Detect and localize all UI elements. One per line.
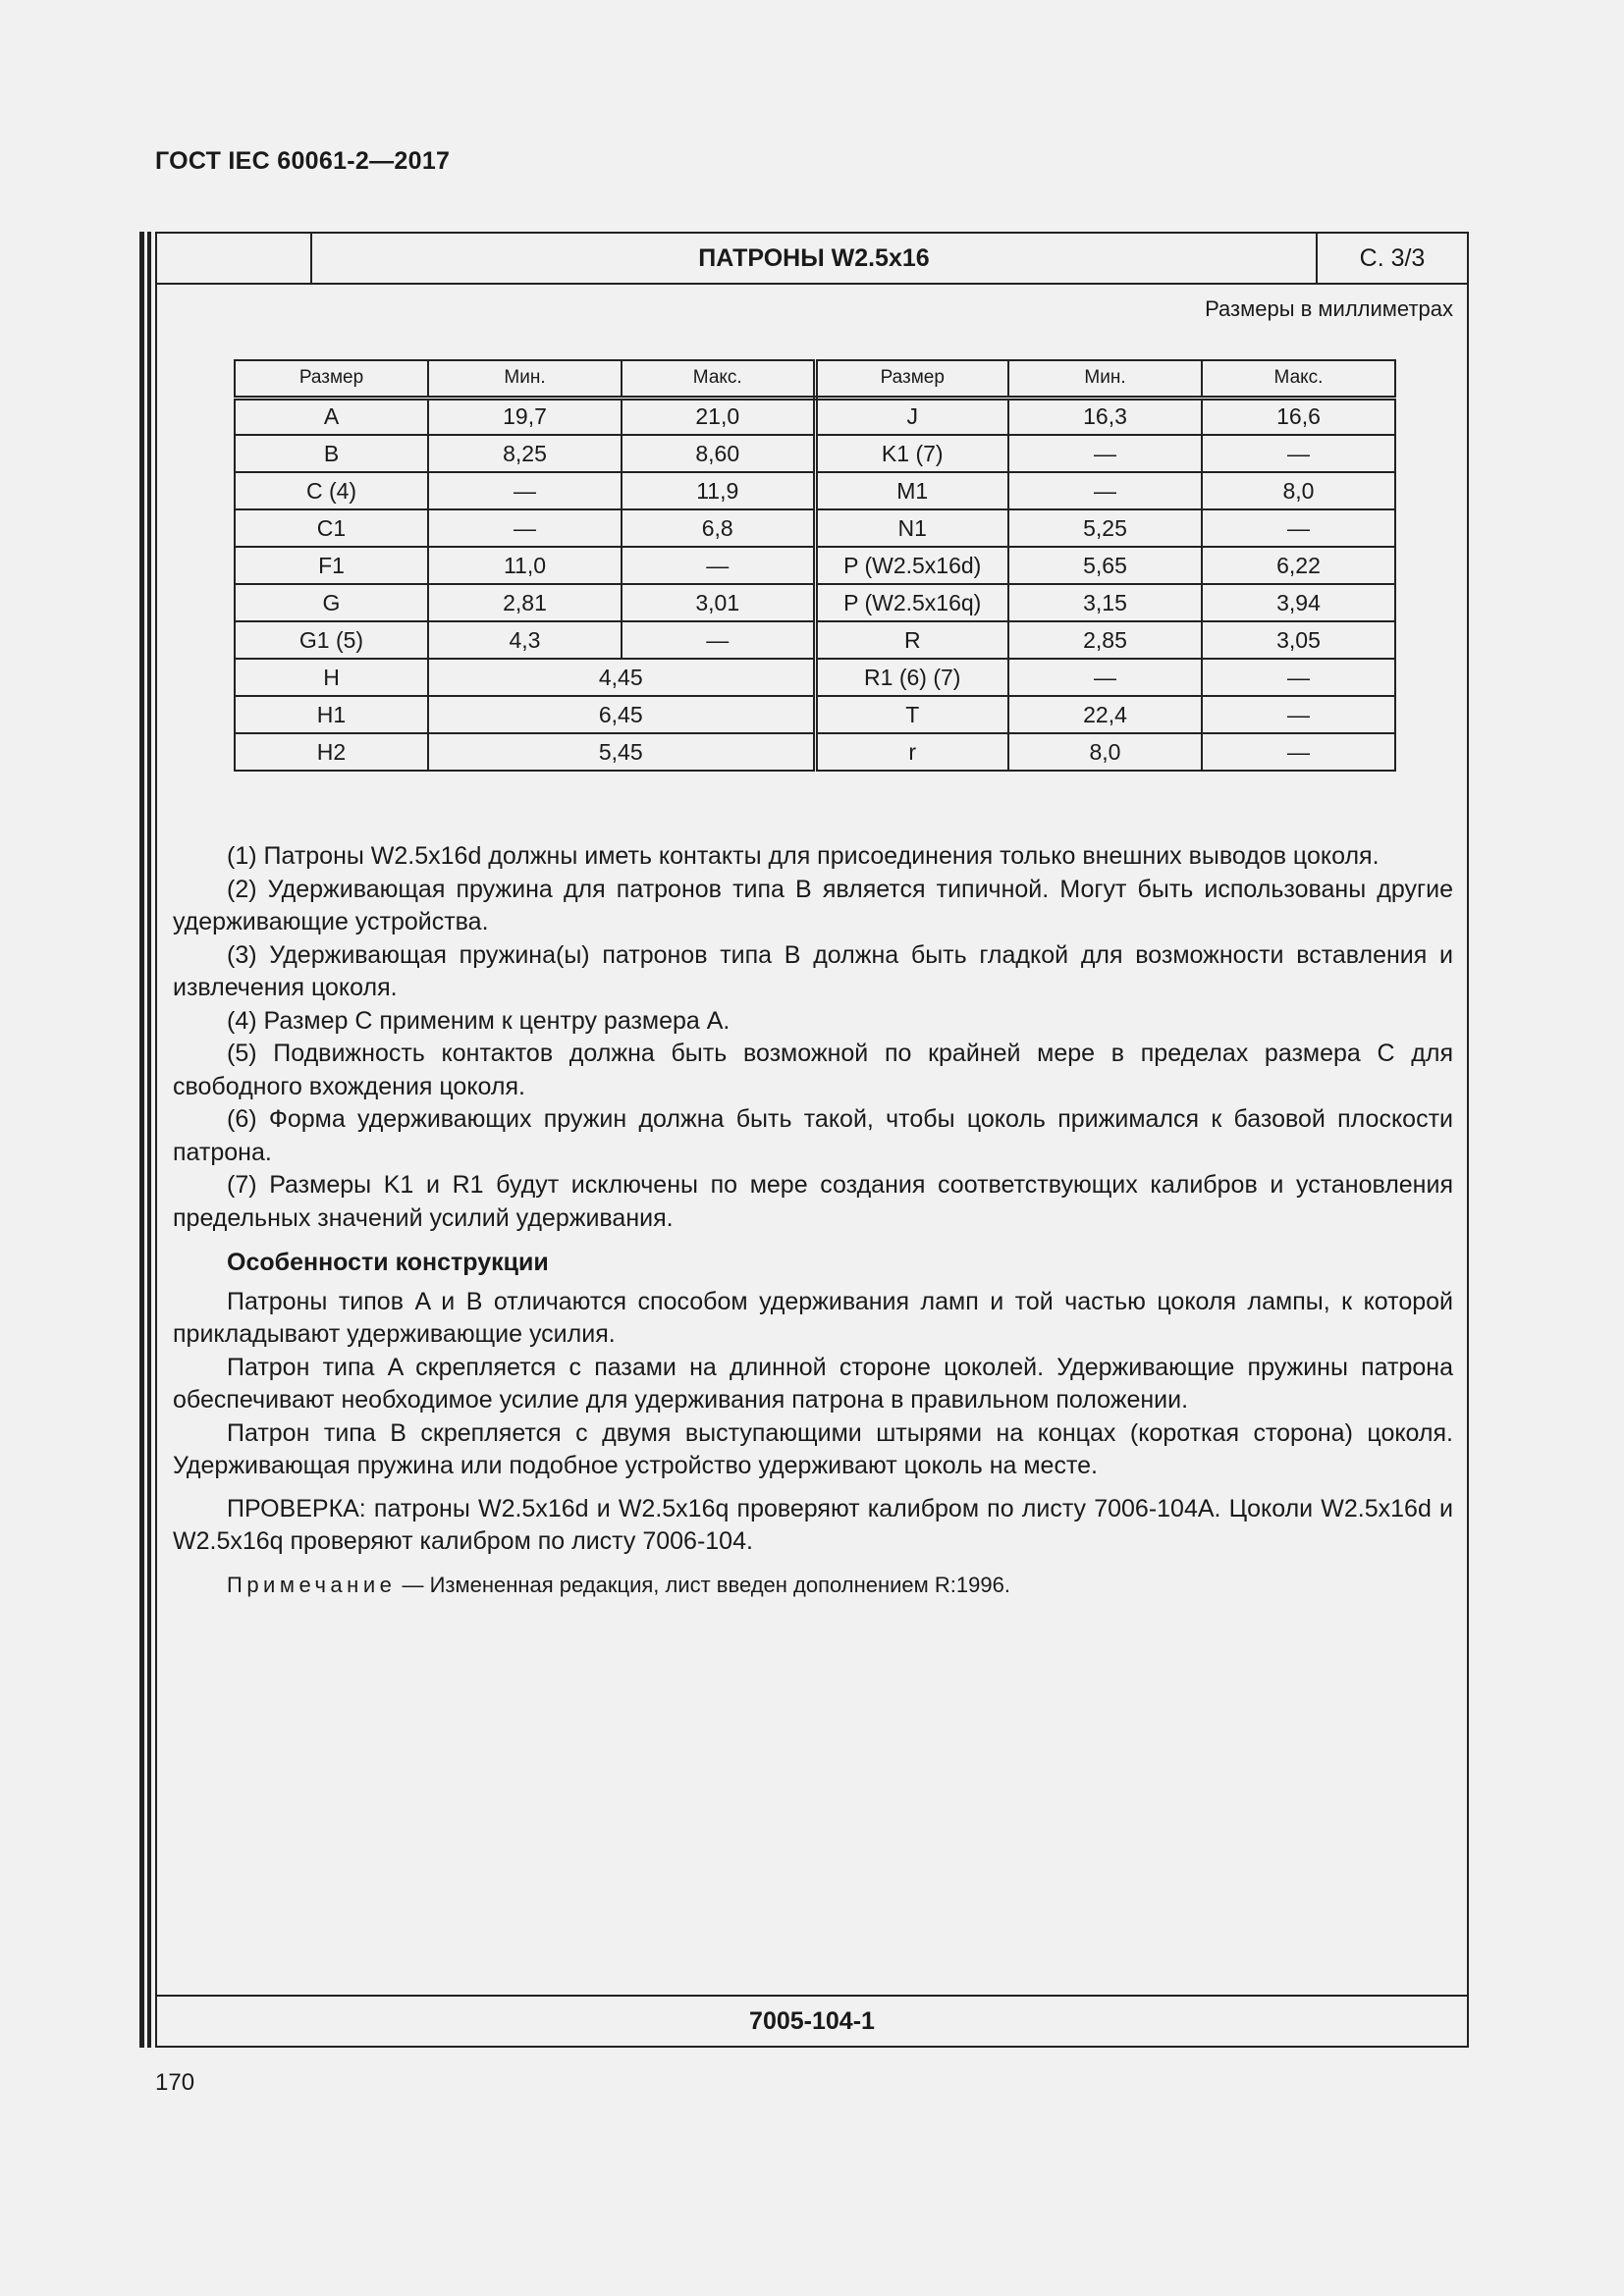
- table-row: [235, 398, 1395, 435]
- table-row: [235, 733, 1395, 771]
- table-cell: J: [815, 398, 1008, 435]
- table-cell: 11,9: [622, 472, 815, 509]
- table-row: [235, 584, 1395, 621]
- table-cell: G1 (5): [235, 621, 428, 659]
- design-paragraph: Патрон типа B скрепляется с двумя выступающими штырями на концах (короткая сторона) цоколя. Удерживающая пружина или подобное устройство удерживают цоколь на месте.: [173, 1418, 1453, 1479]
- table-cell: 4,3: [428, 621, 622, 659]
- table-cell: —: [1202, 733, 1395, 771]
- table-header-cell: Размер: [815, 360, 1008, 398]
- table-cell: 6,22: [1202, 547, 1395, 584]
- footnote: (2) Удерживающая пружина для патронов типа B является типичной. Могут быть использованы другие удерживающие устройства.: [173, 875, 1453, 935]
- table-cell-merged: 5,45: [428, 733, 815, 771]
- table-cell: P (W2.5x16q): [815, 584, 1008, 621]
- table-row: [235, 696, 1395, 733]
- table-cell: 21,0: [622, 398, 815, 435]
- footnote: (5) Подвижность контактов должна быть возможной по крайней мере в пределах размера C для свободного вхождения цоколя.: [173, 1040, 1453, 1100]
- page-number: 170: [155, 2069, 195, 2096]
- sheet-frame: [155, 232, 1469, 2048]
- table-cell: 3,15: [1008, 584, 1202, 621]
- sheet-number: 7005-104-1: [157, 1995, 1467, 2046]
- table-cell: —: [1008, 472, 1202, 509]
- table-row: [235, 659, 1395, 696]
- footnote: (6) Форма удерживающих пружин должна быть такой, чтобы цоколь прижимался к базовой плоскости патрона.: [173, 1105, 1453, 1166]
- footnote: (3) Удерживающая пружина(ы) патронов типа B должна быть гладкой для возможности вставления и извлечения цоколя.: [173, 940, 1453, 1001]
- units-note: Размеры в миллиметрах: [1205, 296, 1453, 321]
- table-cell: 3,94: [1202, 584, 1395, 621]
- table-cell: —: [1008, 659, 1202, 696]
- table-cell: 6,8: [622, 509, 815, 547]
- design-paragraph: Патрон типа A скрепляется с пазами на длинной стороне цоколей. Удерживающие пружины патрона обеспечивают необходимое усилие для удерживания патрона в правильном положении.: [173, 1353, 1453, 1414]
- table-cell: —: [428, 509, 622, 547]
- table-cell: H1: [235, 696, 428, 733]
- table-row: [235, 547, 1395, 584]
- table-cell: T: [815, 696, 1008, 733]
- table-cell: —: [1202, 696, 1395, 733]
- table-cell: C (4): [235, 472, 428, 509]
- table-cell-merged: 6,45: [428, 696, 815, 733]
- table-cell: B: [235, 435, 428, 472]
- table-header-cell: Макс.: [622, 360, 815, 398]
- table-cell: A: [235, 398, 428, 435]
- frame-left-bar-inner: [147, 232, 151, 2048]
- table-cell: 8,25: [428, 435, 622, 472]
- table-cell: G: [235, 584, 428, 621]
- table-cell: 8,0: [1202, 472, 1395, 509]
- design-paragraph: Патроны типов A и B отличаются способом удерживания ламп и той частью цоколя лампы, к которой прикладывают удерживающие усилия.: [173, 1287, 1453, 1348]
- table-cell: F1: [235, 547, 428, 584]
- dimensions-table: [234, 359, 1396, 772]
- table-header-cell: Размер: [235, 360, 428, 398]
- sheet-title: ПАТРОНЫ W2.5x16: [698, 244, 930, 272]
- table-cell: —: [1202, 435, 1395, 472]
- table-cell: —: [1202, 509, 1395, 547]
- table-cell: —: [622, 621, 815, 659]
- table-cell: —: [1202, 659, 1395, 696]
- table-cell: N1: [815, 509, 1008, 547]
- table-cell: 22,4: [1008, 696, 1202, 733]
- table-cell: R1 (6) (7): [815, 659, 1008, 696]
- table-cell: 5,25: [1008, 509, 1202, 547]
- table-row: [235, 621, 1395, 659]
- table-cell: 16,3: [1008, 398, 1202, 435]
- remark-paragraph: [173, 1569, 1453, 1602]
- table-cell: 19,7: [428, 398, 622, 435]
- table-cell-merged: 4,45: [428, 659, 815, 696]
- table-cell: r: [815, 733, 1008, 771]
- remark-text: — Измененная редакция, лист введен дополнением R:1996.: [402, 1572, 1010, 1597]
- table-cell: —: [622, 547, 815, 584]
- footnote: (1) Патроны W2.5x16d должны иметь контакты для присоединения только внешних выводов цоколя.: [227, 842, 1380, 870]
- table-header-cell: Макс.: [1202, 360, 1395, 398]
- table-cell: C1: [235, 509, 428, 547]
- table-cell: 8,60: [622, 435, 815, 472]
- table-cell: 2,85: [1008, 621, 1202, 659]
- table-cell: 3,05: [1202, 621, 1395, 659]
- table-cell: —: [1008, 435, 1202, 472]
- page-reference: С. 3/3: [1316, 234, 1467, 283]
- footnote: (7) Размеры K1 и R1 будут исключены по мере создания соответствующих калибров и установления предельных значений усилий удерживания.: [173, 1171, 1453, 1232]
- table-header-row: [235, 360, 1395, 398]
- design-heading: Особенности конструкции: [227, 1249, 549, 1276]
- table-cell: 16,6: [1202, 398, 1395, 435]
- table-cell: H2: [235, 733, 428, 771]
- check-paragraph: ПРОВЕРКА: патроны W2.5x16d и W2.5x16q проверяют калибром по листу 7006-104A. Цоколи W2.5x16d и W2.5x16q проверяют калибром по листу 7006-104.: [173, 1494, 1453, 1555]
- title-row: [157, 234, 1467, 285]
- table-cell: H: [235, 659, 428, 696]
- table-header-cell: Мин.: [1008, 360, 1202, 398]
- table-header-cell: Мин.: [428, 360, 622, 398]
- notes-section: [173, 840, 1453, 1601]
- table-cell: 5,65: [1008, 547, 1202, 584]
- table-cell: M1: [815, 472, 1008, 509]
- table-cell: 8,0: [1008, 733, 1202, 771]
- table-cell: 11,0: [428, 547, 622, 584]
- table-cell: R: [815, 621, 1008, 659]
- table-cell: 2,81: [428, 584, 622, 621]
- document-header: ГОСТ IEC 60061-2—2017: [155, 147, 451, 175]
- table-cell: 3,01: [622, 584, 815, 621]
- frame-left-bar: [139, 232, 144, 2048]
- table-row: [235, 472, 1395, 509]
- table-row: [235, 435, 1395, 472]
- remark-label: Примечание: [227, 1572, 397, 1597]
- footnote: (4) Размер C применим к центру размера A.: [227, 1006, 731, 1035]
- table-row: [235, 509, 1395, 547]
- title-empty-cell: [157, 234, 312, 283]
- table-cell: —: [428, 472, 622, 509]
- table-cell: K1 (7): [815, 435, 1008, 472]
- table-cell: P (W2.5x16d): [815, 547, 1008, 584]
